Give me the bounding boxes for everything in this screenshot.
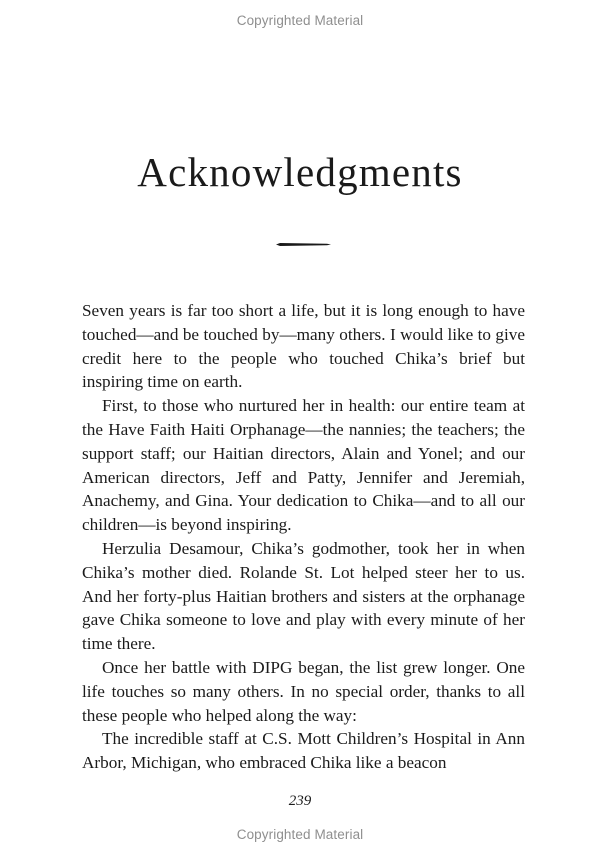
paragraph: First, to those who nurtured her in health: our entire team at the Have Faith Haiti Orphanage—the nannies; the teachers; the support staff; our Haitian directors, Alain and Yonel; and our American directors, Jeff and Patty, Jennifer and Jeremiah, Anachemy, and Gina. Your dedication to Chika—and to all our children—is beyond inspiring.	[82, 396, 525, 535]
ornamental-rule-icon	[276, 241, 331, 248]
copyright-watermark-top: Copyrighted Material	[236, 13, 364, 28]
paragraph: Herzulia Desamour, Chika’s godmother, took her in when Chika’s mother died. Rolande St. Lot helped steer her to us. And her forty-plus Haitian brothers and sisters at the orphanage gave Chika someone to love and play with every minute of her time there.	[82, 538, 525, 654]
chapter-title: Acknowledgments	[137, 149, 463, 195]
paragraph: The incredible staff at C.S. Mott Children’s Hospital in Ann Arbor, Michigan, who embraced Chika like a beacon	[82, 729, 525, 773]
copyright-watermark-bottom: Copyrighted Material	[236, 827, 364, 842]
paragraph: Seven years is far too short a life, but it is long enough to have touched—and be touched by—many others. I would like to give credit here to the people who touched Chika’s brief but inspiring time on earth.	[82, 301, 525, 392]
paragraph: Once her battle with DIPG began, the list grew longer. One life touches so many others. In no special order, thanks to all these people who helped along the way:	[82, 657, 525, 725]
body-text	[82, 299, 525, 775]
page-number: 239	[288, 793, 312, 809]
